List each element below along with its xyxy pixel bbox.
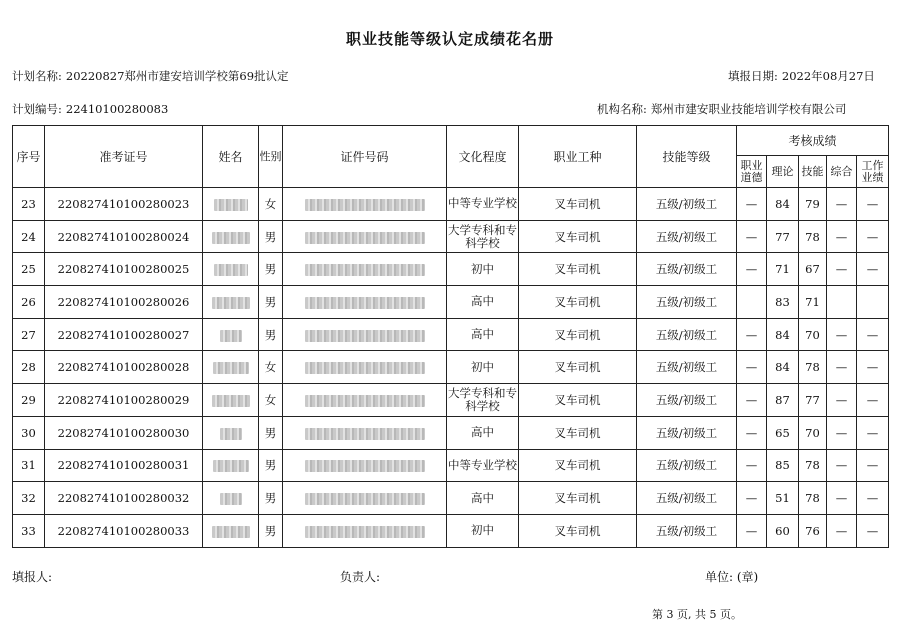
- cell-name-redacted: [203, 253, 259, 286]
- cell-level: 五级/初级工: [637, 384, 737, 417]
- cell-work: —: [857, 449, 889, 482]
- header-work: 工作业绩: [857, 156, 889, 188]
- cell-name-redacted: [203, 188, 259, 221]
- redacted-name-block: [214, 199, 248, 211]
- cell-skill: 79: [799, 188, 827, 221]
- page-indicator: 第 3 页, 共 5 页。: [652, 608, 742, 621]
- cell-id-redacted: [283, 514, 447, 547]
- cell-name-redacted: [203, 449, 259, 482]
- cell-gender: 男: [259, 253, 283, 286]
- redacted-id-block: [305, 395, 425, 407]
- plan-name-label: 计划名称:: [12, 69, 62, 83]
- cell-theory: 77: [767, 220, 799, 253]
- redacted-name-block: [213, 362, 249, 374]
- cell-ticket: 220827410100280033: [45, 514, 203, 547]
- cell-ethics: —: [737, 253, 767, 286]
- cell-seq: 27: [13, 318, 45, 351]
- plan-name-value: 20220827郑州市建安培训学校第69批认定: [65, 69, 289, 83]
- plan-no-label: 计划编号:: [12, 102, 62, 116]
- cell-ticket: 220827410100280031: [45, 449, 203, 482]
- cell-occupation: 叉车司机: [519, 220, 637, 253]
- cell-seq: 30: [13, 416, 45, 449]
- cell-skill: 77: [799, 384, 827, 417]
- cell-gender: 男: [259, 416, 283, 449]
- header-theory: 理论: [767, 156, 799, 188]
- cell-ethics: —: [737, 351, 767, 384]
- table-row: [13, 482, 889, 515]
- cell-ticket: 220827410100280023: [45, 188, 203, 221]
- org-line: [597, 101, 846, 117]
- redacted-id-block: [305, 428, 425, 440]
- header-education: 文化程度: [447, 126, 519, 188]
- redacted-name-block: [212, 526, 250, 538]
- cell-seq: 33: [13, 514, 45, 547]
- cell-name-redacted: [203, 514, 259, 547]
- cell-comprehensive: —: [827, 351, 857, 384]
- cell-level: 五级/初级工: [637, 220, 737, 253]
- cell-comprehensive: [827, 286, 857, 319]
- cell-level: 五级/初级工: [637, 351, 737, 384]
- cell-comprehensive: —: [827, 220, 857, 253]
- roster-body: [13, 188, 889, 548]
- cell-comprehensive: —: [827, 188, 857, 221]
- cell-theory: 85: [767, 449, 799, 482]
- cell-ticket: 220827410100280024: [45, 220, 203, 253]
- page-title: 职业技能等级认定成绩花名册: [345, 30, 554, 48]
- cell-occupation: 叉车司机: [519, 318, 637, 351]
- cell-gender: 男: [259, 449, 283, 482]
- cell-seq: 25: [13, 253, 45, 286]
- cell-name-redacted: [203, 318, 259, 351]
- cell-theory: 71: [767, 253, 799, 286]
- cell-comprehensive: —: [827, 384, 857, 417]
- cell-ethics: —: [737, 318, 767, 351]
- table-row: [13, 286, 889, 319]
- cell-education: 高中: [447, 482, 519, 515]
- table-row: [13, 514, 889, 547]
- cell-ticket: 220827410100280028: [45, 351, 203, 384]
- cell-seq: 24: [13, 220, 45, 253]
- cell-ticket: 220827410100280030: [45, 416, 203, 449]
- cell-occupation: 叉车司机: [519, 286, 637, 319]
- cell-ticket: 220827410100280032: [45, 482, 203, 515]
- cell-education: 大学专科和专科学校: [447, 384, 519, 417]
- cell-comprehensive: —: [827, 416, 857, 449]
- cell-id-redacted: [283, 384, 447, 417]
- cell-ethics: —: [737, 449, 767, 482]
- redacted-name-block: [220, 493, 242, 505]
- cell-skill: 78: [799, 220, 827, 253]
- cell-level: 五级/初级工: [637, 286, 737, 319]
- cell-name-redacted: [203, 482, 259, 515]
- cell-theory: 51: [767, 482, 799, 515]
- cell-ethics: [737, 286, 767, 319]
- cell-work: —: [857, 482, 889, 515]
- cell-theory: 84: [767, 188, 799, 221]
- header-seq: 序号: [13, 126, 45, 188]
- plan-no-line: [12, 101, 168, 117]
- cell-comprehensive: —: [827, 482, 857, 515]
- cell-education: 初中: [447, 253, 519, 286]
- cell-theory: 84: [767, 351, 799, 384]
- redacted-name-block: [212, 232, 250, 244]
- cell-work: —: [857, 253, 889, 286]
- cell-id-redacted: [283, 188, 447, 221]
- cell-ticket: 220827410100280027: [45, 318, 203, 351]
- plan-no-value: 22410100280083: [65, 102, 169, 116]
- redacted-name-block: [220, 428, 242, 440]
- cell-work: —: [857, 318, 889, 351]
- cell-occupation: 叉车司机: [519, 351, 637, 384]
- cell-work: —: [857, 514, 889, 547]
- roster-table: [12, 125, 889, 548]
- cell-ticket: 220827410100280026: [45, 286, 203, 319]
- cell-education: 初中: [447, 351, 519, 384]
- cell-skill: 78: [799, 482, 827, 515]
- cell-education: 高中: [447, 416, 519, 449]
- cell-work: —: [857, 384, 889, 417]
- redacted-id-block: [305, 493, 425, 505]
- org-value: 郑州市建安职业技能培训学校有限公司: [650, 102, 847, 116]
- cell-name-redacted: [203, 351, 259, 384]
- table-row: [13, 384, 889, 417]
- fill-date-label: 填报日期:: [728, 69, 778, 83]
- cell-theory: 65: [767, 416, 799, 449]
- cell-education: 大学专科和专科学校: [447, 220, 519, 253]
- cell-id-redacted: [283, 318, 447, 351]
- cell-education: 初中: [447, 514, 519, 547]
- cell-gender: 男: [259, 514, 283, 547]
- cell-occupation: 叉车司机: [519, 384, 637, 417]
- redacted-id-block: [305, 362, 425, 374]
- table-row: [13, 318, 889, 351]
- cell-gender: 男: [259, 220, 283, 253]
- redacted-id-block: [305, 330, 425, 342]
- cell-ethics: —: [737, 514, 767, 547]
- cell-id-redacted: [283, 482, 447, 515]
- cell-skill: 67: [799, 253, 827, 286]
- cell-theory: 87: [767, 384, 799, 417]
- redacted-name-block: [220, 330, 242, 342]
- cell-gender: 男: [259, 318, 283, 351]
- redacted-name-block: [212, 395, 250, 407]
- header-gender: 性别: [259, 126, 283, 188]
- cell-skill: 78: [799, 351, 827, 384]
- cell-ethics: —: [737, 384, 767, 417]
- cell-education: 高中: [447, 318, 519, 351]
- cell-education: 高中: [447, 286, 519, 319]
- cell-occupation: 叉车司机: [519, 449, 637, 482]
- filler-label: 填报人:: [12, 570, 53, 584]
- header-ticket: 准考证号: [45, 126, 203, 188]
- cell-ethics: —: [737, 482, 767, 515]
- header-id-no: 证件号码: [283, 126, 447, 188]
- unit-seal-label: 单位: (章): [705, 570, 759, 584]
- table-row: [13, 416, 889, 449]
- redacted-name-block: [213, 460, 249, 472]
- cell-name-redacted: [203, 416, 259, 449]
- fill-date-line: [728, 68, 875, 84]
- cell-theory: 60: [767, 514, 799, 547]
- cell-seq: 29: [13, 384, 45, 417]
- cell-comprehensive: —: [827, 449, 857, 482]
- cell-skill: 71: [799, 286, 827, 319]
- redacted-id-block: [305, 526, 425, 538]
- cell-level: 五级/初级工: [637, 253, 737, 286]
- cell-id-redacted: [283, 351, 447, 384]
- cell-occupation: 叉车司机: [519, 416, 637, 449]
- cell-seq: 28: [13, 351, 45, 384]
- cell-level: 五级/初级工: [637, 416, 737, 449]
- cell-level: 五级/初级工: [637, 514, 737, 547]
- cell-comprehensive: —: [827, 318, 857, 351]
- cell-level: 五级/初级工: [637, 188, 737, 221]
- cell-occupation: 叉车司机: [519, 253, 637, 286]
- table-row: [13, 220, 889, 253]
- cell-id-redacted: [283, 220, 447, 253]
- cell-education: 中等专业学校: [447, 188, 519, 221]
- header-name: 姓名: [203, 126, 259, 188]
- redacted-name-block: [212, 297, 250, 309]
- cell-gender: 女: [259, 188, 283, 221]
- cell-ticket: 220827410100280029: [45, 384, 203, 417]
- redacted-name-block: [214, 264, 248, 276]
- cell-level: 五级/初级工: [637, 482, 737, 515]
- cell-work: [857, 286, 889, 319]
- cell-seq: 31: [13, 449, 45, 482]
- table-row: [13, 253, 889, 286]
- cell-education: 中等专业学校: [447, 449, 519, 482]
- cell-name-redacted: [203, 286, 259, 319]
- fill-date-value: 2022年08月27日: [781, 69, 875, 83]
- header-level: 技能等级: [637, 126, 737, 188]
- cell-gender: 男: [259, 286, 283, 319]
- cell-work: —: [857, 351, 889, 384]
- org-label: 机构名称:: [597, 102, 647, 116]
- cell-skill: 78: [799, 449, 827, 482]
- cell-theory: 84: [767, 318, 799, 351]
- redacted-id-block: [305, 264, 425, 276]
- cell-id-redacted: [283, 416, 447, 449]
- cell-level: 五级/初级工: [637, 449, 737, 482]
- redacted-id-block: [305, 232, 425, 244]
- table-row: [13, 188, 889, 221]
- redacted-id-block: [305, 199, 425, 211]
- cell-skill: 70: [799, 318, 827, 351]
- cell-gender: 男: [259, 482, 283, 515]
- cell-occupation: 叉车司机: [519, 482, 637, 515]
- cell-seq: 23: [13, 188, 45, 221]
- redacted-id-block: [305, 297, 425, 309]
- cell-occupation: 叉车司机: [519, 188, 637, 221]
- cell-id-redacted: [283, 286, 447, 319]
- cell-ethics: —: [737, 416, 767, 449]
- redacted-id-block: [305, 460, 425, 472]
- table-row: [13, 351, 889, 384]
- cell-comprehensive: —: [827, 514, 857, 547]
- cell-work: —: [857, 416, 889, 449]
- cell-gender: 女: [259, 384, 283, 417]
- cell-gender: 女: [259, 351, 283, 384]
- cell-work: —: [857, 188, 889, 221]
- cell-ticket: 220827410100280025: [45, 253, 203, 286]
- plan-name-line: [12, 68, 289, 84]
- header-occupation: 职业工种: [519, 126, 637, 188]
- cell-comprehensive: —: [827, 253, 857, 286]
- cell-name-redacted: [203, 384, 259, 417]
- cell-id-redacted: [283, 253, 447, 286]
- cell-seq: 32: [13, 482, 45, 515]
- cell-occupation: 叉车司机: [519, 514, 637, 547]
- table-row: [13, 449, 889, 482]
- header-scores: 考核成绩: [737, 126, 889, 156]
- cell-ethics: —: [737, 188, 767, 221]
- cell-skill: 76: [799, 514, 827, 547]
- header-comprehensive: 综合: [827, 156, 857, 188]
- cell-name-redacted: [203, 220, 259, 253]
- cell-id-redacted: [283, 449, 447, 482]
- person-in-charge-label: 负责人:: [340, 570, 381, 584]
- header-skill: 技能: [799, 156, 827, 188]
- cell-skill: 70: [799, 416, 827, 449]
- cell-theory: 83: [767, 286, 799, 319]
- cell-ethics: —: [737, 220, 767, 253]
- cell-work: —: [857, 220, 889, 253]
- header-ethics: 职业道德: [737, 156, 767, 188]
- cell-level: 五级/初级工: [637, 318, 737, 351]
- cell-seq: 26: [13, 286, 45, 319]
